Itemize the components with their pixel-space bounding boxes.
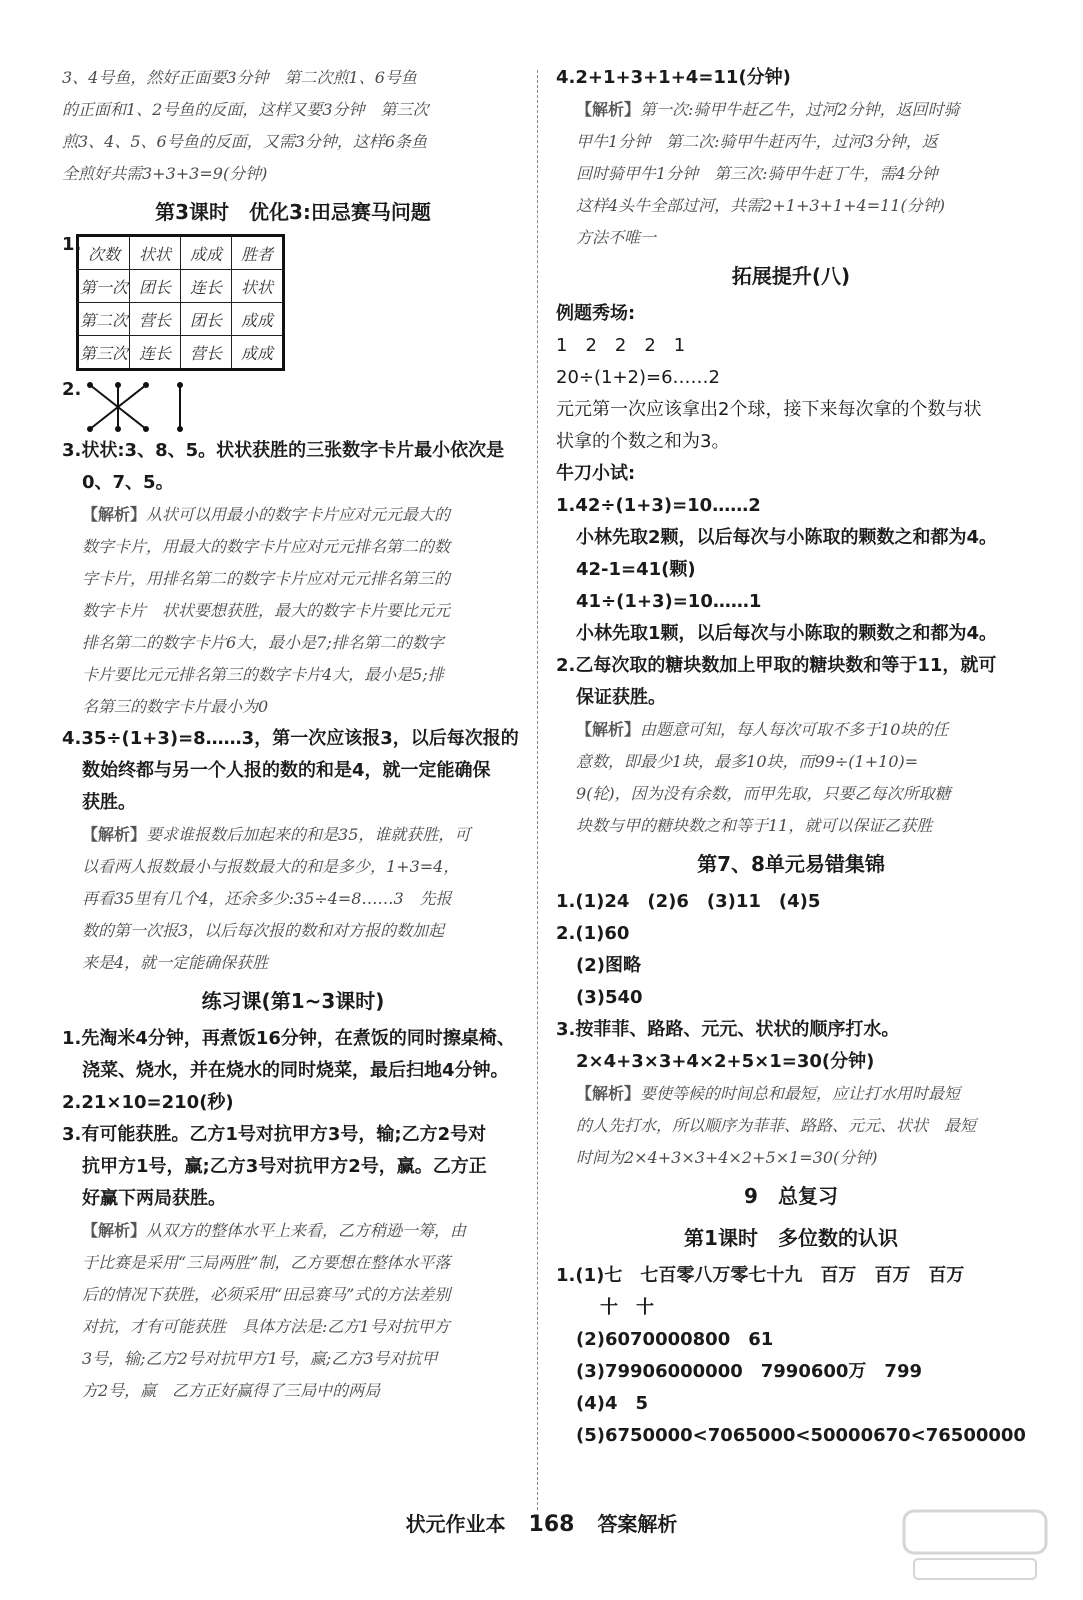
analysis-line: 块数与甲的糖块数之和等于11，就可以保证乙获胜	[576, 816, 933, 835]
analysis-line: 名第三的数字卡片最小为0	[82, 697, 269, 716]
analysis-tag: 【解析】	[576, 100, 641, 119]
analysis-tag: 【解析】	[82, 1221, 147, 1240]
section-heading-extension: 拓展提升(八)	[731, 264, 851, 288]
example-line: 1 2 2 2 1	[556, 335, 686, 356]
trial-line: 42-1=41(颗)	[576, 559, 696, 580]
analysis-line: 来是4，就一定能确保获胜	[82, 953, 269, 972]
table-row	[78, 336, 284, 370]
intro-line: 的正面和1、2号鱼的反面，这样又要3分钟 第三次	[62, 100, 429, 119]
table-cell: 次数	[78, 236, 130, 270]
table-cell: 连长	[130, 336, 181, 370]
analysis-line: 【解析】要使等候的时间总和最短，应让打水用时最短	[576, 1084, 961, 1103]
trial-label: 牛刀小试:	[556, 463, 636, 484]
answer-3-line: 0、7、5。	[82, 472, 174, 493]
mistake-answer-line: 2×4+3×3+4×2+5×1=30(分钟)	[576, 1051, 875, 1072]
analysis-line: 的人先打水，所以顺序为菲菲、路路、元元、状状 最短	[576, 1116, 977, 1135]
analysis-line: 方法不唯一	[576, 228, 657, 247]
section-heading-mistakes: 第7、8单元易错集锦	[697, 852, 885, 876]
analysis-line: 排名第二的数字卡片6大，最小是7;排名第二的数字	[82, 633, 444, 652]
table-cell: 成成	[232, 336, 284, 370]
question-1	[62, 234, 524, 379]
analysis-line: 甲牛1分钟 第二次:骑甲牛赶丙牛，过河3分钟，返	[576, 132, 938, 151]
analysis-line: 【解析】要求谁报数后加起来的和是35，谁就获胜，可	[82, 825, 471, 844]
example-line: 20÷(1+2)=6……2	[556, 367, 721, 388]
intro-line: 煎3、4、5、6号鱼的反面，又需3分钟，这样6条鱼	[62, 132, 428, 151]
answer-3-line: 3.状状:3、8、5。状状获胜的三张数字卡片最小依次是	[62, 440, 505, 461]
column-divider	[537, 70, 538, 1510]
analysis-line: 时间为2×4+3×3+4×2+5×1=30(分钟)	[576, 1148, 878, 1167]
table-cell: 第二次	[78, 303, 130, 336]
table-cell: 营长	[130, 303, 181, 336]
analysis-line: 后的情况下获胜，必须采用“田忌赛马”式的方法差别	[82, 1285, 451, 1304]
analysis-line: 于比赛是采用“三局两胜”制，乙方要想在整体水平落	[82, 1253, 451, 1272]
analysis-tag: 【解析】	[82, 505, 147, 524]
practice-answer-line: 2.21×10=210(秒)	[62, 1092, 234, 1113]
section-heading-lesson1: 第1课时 多位数的认识	[684, 1226, 898, 1250]
table-cell: 第一次	[78, 270, 130, 303]
table-cell: 成成	[181, 236, 232, 270]
example-line: 元元第一次应该拿出2个球，接下来每次拿的个数与状	[556, 399, 982, 420]
analysis-line: 【解析】由题意可知，每人每次可取不多于10块的任	[576, 720, 949, 739]
mistake-answer-line: (2)图略	[576, 955, 641, 976]
table-cell: 团长	[130, 270, 181, 303]
analysis-line: 卡片要比元元排名第三的数字卡片4大，最小是5;排	[82, 665, 444, 684]
section-heading-review: 9 总复习	[744, 1184, 838, 1208]
trial-line: 41÷(1+3)=10……1	[576, 591, 762, 612]
section-heading-lesson3: 第3课时 优化3:田忌赛马问题	[155, 200, 431, 224]
section-heading-practice: 练习课(第1~3课时)	[201, 989, 385, 1013]
matching-lines-diagram	[80, 381, 200, 433]
analysis-line: 对抗，才有可能获胜 具体方法是:乙方1号对抗甲方	[82, 1317, 450, 1336]
answer-4-line: 4.2+1+3+1+4=11(分钟)	[556, 67, 791, 88]
trial-line: 小林先取1颗，以后每次与小陈取的颗数之和都为4。	[576, 623, 998, 644]
watermark-logo-icon	[900, 1505, 1050, 1585]
section-name: 答案解析	[597, 1512, 678, 1536]
analysis-line: 【解析】第一次:骑甲牛赶乙牛，过河2分钟，返回时骑	[576, 100, 960, 119]
match-table	[76, 234, 285, 371]
review-answer-line: (5)6750000<7065000<50000670<76500000	[576, 1425, 1026, 1446]
mistake-answer-line: 1.(1)24 (2)6 (3)11 (4)5	[556, 891, 821, 912]
table-row	[78, 236, 284, 270]
analysis-line: 数的第一次报3，以后每次报的数和对方报的数加起	[82, 921, 445, 940]
analysis-line: 方2号，赢 乙方正好赢得了三局中的两局	[82, 1381, 381, 1400]
analysis-line: 意数，即最少1块，最多10块，而99÷(1+10)=	[576, 752, 919, 771]
question-number: 2.	[62, 379, 82, 400]
table-cell: 营长	[181, 336, 232, 370]
book-title: 状元作业本	[405, 1512, 506, 1536]
trial-line: 2.乙每次取的糖块数加上甲取的糖块数和等于11，就可	[556, 655, 997, 676]
table-cell: 团长	[181, 303, 232, 336]
right-column	[556, 62, 1026, 1452]
practice-answer-line: 3.有可能获胜。乙方1号对抗甲方3号，输;乙方2号对	[62, 1124, 487, 1145]
question-number: 1.	[62, 234, 82, 255]
intro-line: 全煎好共需3+3+3=9(分钟)	[62, 164, 268, 183]
analysis-line: 再看35里有几个4，还余多少:35÷4=8……3 先报	[82, 889, 452, 908]
analysis-line: 数字卡片，用最大的数字卡片应对元元排名第二的数	[82, 537, 451, 556]
practice-answer-line: 抗甲方1号，赢;乙方3号对抗甲方2号，赢。乙方正	[82, 1156, 487, 1177]
mistake-answer-line: 3.按菲菲、路路、元元、状状的顺序打水。	[556, 1019, 900, 1040]
example-label: 例题秀场:	[556, 303, 636, 324]
example-line: 状拿的个数之和为3。	[556, 431, 730, 452]
table-cell: 胜者	[232, 236, 284, 270]
practice-answer-line: 浇菜、烧水，并在烧水的同时烧菜，最后扫地4分钟。	[82, 1060, 509, 1081]
table-row	[78, 270, 284, 303]
review-answer-line: 1.(1)七 七百零八万零七十九 百万 百万 百万	[556, 1265, 965, 1286]
answer-4-line: 获胜。	[82, 792, 136, 813]
analysis-line: 回时骑甲牛1分钟 第三次:骑甲牛赶丁牛，需4分钟	[576, 164, 938, 183]
answer-4-line: 4.35÷(1+3)=8……3，第一次应该报3，以后每次报的	[62, 728, 519, 749]
trial-line: 1.42÷(1+3)=10……2	[556, 495, 761, 516]
analysis-line: 数字卡片 状状要想获胜，最大的数字卡片要比元元	[82, 601, 451, 620]
left-column	[62, 62, 524, 1407]
table-cell: 第三次	[78, 336, 130, 370]
analysis-tag: 【解析】	[576, 720, 641, 739]
table-cell: 状状	[232, 270, 284, 303]
review-answer-line: (3)79906000000 7990600万 799	[576, 1361, 922, 1382]
page-number: 168	[528, 1512, 575, 1537]
practice-answer-line: 1.先淘米4分钟，再煮饭16分钟，在煮饭的同时擦桌椅、	[62, 1028, 515, 1049]
table-cell: 成成	[232, 303, 284, 336]
mistake-answer-line: (3)540	[576, 987, 643, 1008]
table-row	[78, 303, 284, 336]
analysis-line: 9(轮)，因为没有余数，而甲先取，只要乙每次所取糖	[576, 784, 951, 803]
question-2	[62, 379, 524, 435]
trial-line: 小林先取2颗，以后每次与小陈取的颗数之和都为4。	[576, 527, 998, 548]
trial-line: 保证获胜。	[576, 687, 666, 708]
analysis-line: 【解析】从状可以用最小的数字卡片应对元元最大的	[82, 505, 451, 524]
table-cell: 状状	[130, 236, 181, 270]
review-answer-line: (2)6070000800 61	[576, 1329, 774, 1350]
mistake-answer-line: 2.(1)60	[556, 923, 630, 944]
analysis-line: 【解析】从双方的整体水平上来看，乙方稍逊一筹，由	[82, 1221, 467, 1240]
table-cell: 连长	[181, 270, 232, 303]
review-answer-line: (4)4 5	[576, 1393, 649, 1414]
practice-answer-line: 好赢下两局获胜。	[82, 1188, 226, 1209]
analysis-line: 这样4头牛全部过河，共需2+1+3+1+4=11(分钟)	[576, 196, 945, 215]
analysis-tag: 【解析】	[82, 825, 147, 844]
analysis-tag: 【解析】	[576, 1084, 641, 1103]
intro-line: 3、4号鱼，然好正面要3分钟 第二次煎1、6号鱼	[62, 68, 417, 87]
answer-4-line: 数始终都与另一个人报的数的和是4，就一定能确保	[82, 760, 491, 781]
review-answer-line: 十 十	[600, 1297, 654, 1318]
analysis-line: 字卡片，用排名第二的数字卡片应对元元排名第三的	[82, 569, 451, 588]
analysis-line: 3号，输;乙方2号对抗甲方1号，赢;乙方3号对抗甲	[82, 1349, 438, 1368]
analysis-line: 以看两人报数最小与报数最大的和是多少，1+3=4，	[82, 857, 460, 876]
